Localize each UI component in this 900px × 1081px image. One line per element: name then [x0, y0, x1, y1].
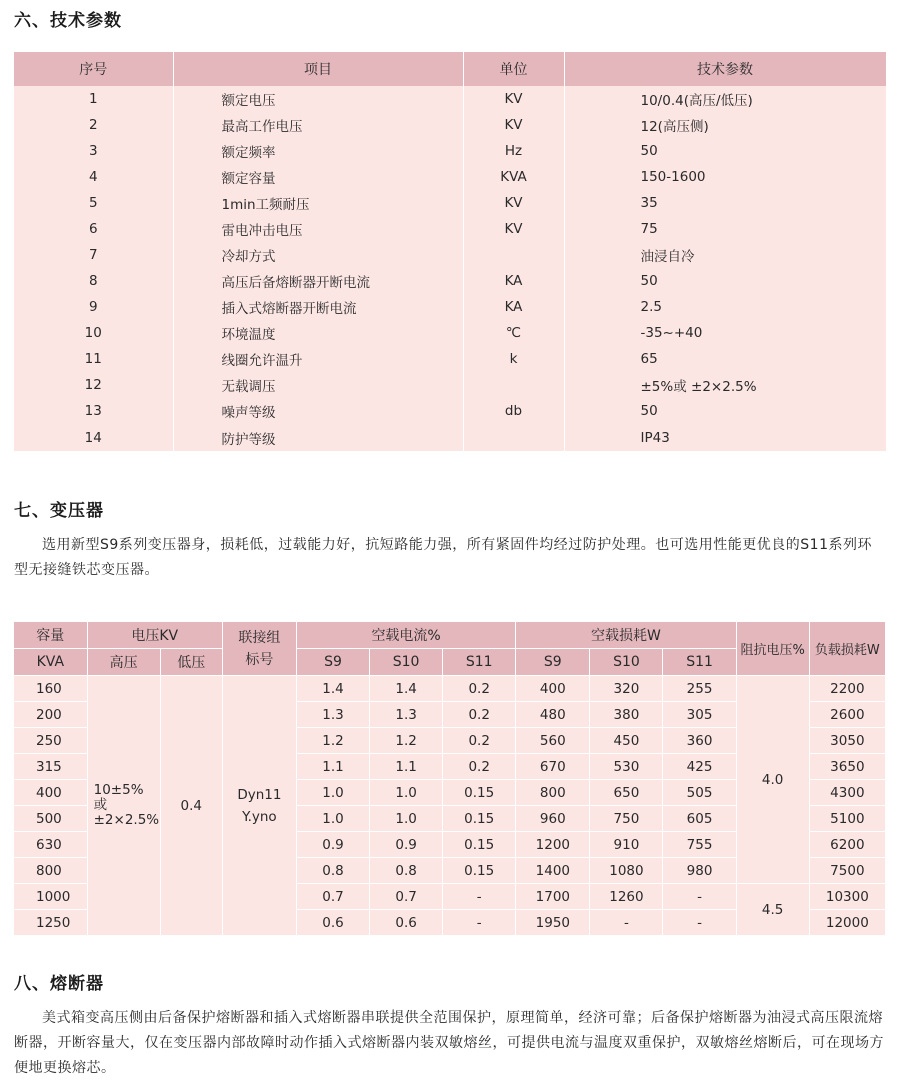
tech-header-row	[14, 52, 886, 86]
cell-current-s11: 0.15	[443, 806, 516, 832]
cell-current-s10: 1.1	[370, 754, 443, 780]
cell-load-loss: 4300	[809, 780, 885, 806]
tech-cell-no: 7	[14, 242, 173, 268]
cell-loss-s10: 1260	[590, 884, 663, 910]
table-row	[14, 320, 886, 346]
cell-current-s11: 0.2	[443, 702, 516, 728]
cell-capacity: 400	[14, 780, 87, 806]
cell-current-s11: 0.2	[443, 728, 516, 754]
cell-current-s11: 0.15	[443, 832, 516, 858]
tech-cell-unit	[463, 372, 564, 398]
tech-header-item: 项目	[173, 52, 463, 86]
connection-line: Y.yno	[242, 808, 277, 825]
tech-cell-value: 50	[564, 268, 886, 294]
cell-current-s10: 0.7	[370, 884, 443, 910]
tech-cell-value: 2.5	[564, 294, 886, 320]
tech-cell-item: 插入式熔断器开断电流	[173, 294, 463, 320]
hv-voltage-line: 10±5%	[93, 782, 144, 798]
cell-loss-s11: 755	[663, 832, 736, 858]
tech-cell-unit: Hz	[463, 138, 564, 164]
section-8-paragraph: 美式箱变高压侧由后备保护熔断器和插入式熔断器串联提供全范围保护，原理简单，经济可靠；后备保护熔断器为油浸式高压限流熔断器，开断容量大，仅在变压器内部故障时动作插入式熔断器内装双敏熔丝，可提供电流与温度双重保护，双敏熔丝熔断后，可在现场方便地更换熔芯。	[14, 1010, 884, 1076]
tech-cell-value: 75	[564, 216, 886, 242]
cell-load-loss: 2600	[809, 702, 885, 728]
cell-lv-voltage: 0.4	[160, 676, 222, 936]
cell-capacity: 200	[14, 702, 87, 728]
cell-loss-s10: 1080	[590, 858, 663, 884]
cell-capacity: 630	[14, 832, 87, 858]
cell-loss-s10: -	[590, 910, 663, 936]
cell-loss-s10: 450	[590, 728, 663, 754]
tech-cell-unit: KV	[463, 190, 564, 216]
tech-cell-value: ±5%或 ±2×2.5%	[564, 372, 886, 398]
tech-cell-item: 高压后备熔断器开断电流	[173, 268, 463, 294]
header-lv: 低压	[160, 649, 222, 676]
table-row	[14, 216, 886, 242]
tech-cell-item: 噪声等级	[173, 398, 463, 424]
cell-loss-s9: 480	[516, 702, 590, 728]
header-current-s10: S10	[370, 649, 443, 676]
hv-voltage-line: 或	[93, 797, 108, 813]
table-row	[14, 190, 886, 216]
cell-loss-s11: 360	[663, 728, 736, 754]
header-noload-loss: 空载损耗W	[516, 622, 736, 649]
cell-impedance-large: 4.5	[736, 884, 809, 936]
cell-load-loss: 12000	[809, 910, 885, 936]
tech-cell-unit: db	[463, 398, 564, 424]
tech-cell-value: 50	[564, 138, 886, 164]
section-7-title: 七、变压器	[14, 501, 104, 521]
tech-cell-item: 雷电冲击电压	[173, 216, 463, 242]
cell-loss-s10: 910	[590, 832, 663, 858]
tech-cell-no: 9	[14, 294, 173, 320]
tech-cell-no: 3	[14, 138, 173, 164]
cell-loss-s10: 530	[590, 754, 663, 780]
cell-loss-s11: 425	[663, 754, 736, 780]
tech-cell-value: 50	[564, 398, 886, 424]
hv-voltage-line: ±2×2.5%	[93, 812, 160, 828]
header-connection-line2: 标号	[245, 651, 274, 668]
tech-cell-unit: KVA	[463, 164, 564, 190]
cell-current-s10: 1.0	[370, 780, 443, 806]
cell-current-s9: 0.6	[296, 910, 369, 936]
cell-load-loss: 10300	[809, 884, 885, 910]
section-7-paragraph: 选用新型S9系列变压器身，损耗低，过载能力好，抗短路能力强，所有紧固件均经过防护处理。也可选用性能更优良的S11系列环型无接缝铁芯变压器。	[14, 537, 872, 578]
header-load-loss: 负载损耗W	[809, 622, 885, 676]
cell-load-loss: 7500	[809, 858, 885, 884]
table-row	[14, 112, 886, 138]
transformer-table	[14, 622, 886, 936]
tech-cell-value: 35	[564, 190, 886, 216]
cell-loss-s9: 800	[516, 780, 590, 806]
cell-loss-s11: 505	[663, 780, 736, 806]
cell-capacity: 1250	[14, 910, 87, 936]
cell-current-s9: 1.0	[296, 806, 369, 832]
table-row	[14, 138, 886, 164]
cell-load-loss: 3050	[809, 728, 885, 754]
tech-cell-unit	[463, 424, 564, 451]
tech-cell-item: 额定频率	[173, 138, 463, 164]
tech-cell-no: 12	[14, 372, 173, 398]
header-capacity: 容量	[14, 622, 87, 649]
tech-cell-item: 最高工作电压	[173, 112, 463, 138]
cell-loss-s11: -	[663, 910, 736, 936]
tech-cell-value: IP43	[564, 424, 886, 451]
cell-loss-s9: 1200	[516, 832, 590, 858]
header-connection	[222, 622, 296, 676]
tech-cell-no: 13	[14, 398, 173, 424]
header-loss-s11: S11	[663, 649, 736, 676]
cell-current-s9: 1.4	[296, 676, 369, 702]
table-row	[14, 242, 886, 268]
tech-cell-item: 防护等级	[173, 424, 463, 451]
tech-cell-value: 油浸自冷	[564, 242, 886, 268]
tech-cell-unit: KV	[463, 216, 564, 242]
section-6-title: 六、技术参数	[14, 11, 122, 31]
header-voltage: 电压KV	[87, 622, 222, 649]
tech-cell-item: 1min工频耐压	[173, 190, 463, 216]
cell-current-s11: 0.2	[443, 676, 516, 702]
tech-cell-value: 10/0.4(高压/低压)	[564, 86, 886, 112]
cell-load-loss: 6200	[809, 832, 885, 858]
header-capacity-unit: KVA	[14, 649, 87, 676]
cell-current-s11: -	[443, 884, 516, 910]
tech-cell-item: 无载调压	[173, 372, 463, 398]
header-impedance: 阻抗电压%	[736, 622, 809, 676]
cell-current-s9: 1.3	[296, 702, 369, 728]
cell-loss-s11: 980	[663, 858, 736, 884]
cell-loss-s11: -	[663, 884, 736, 910]
tech-cell-unit: k	[463, 346, 564, 372]
tech-cell-no: 6	[14, 216, 173, 242]
cell-current-s9: 0.9	[296, 832, 369, 858]
cell-capacity: 1000	[14, 884, 87, 910]
tech-cell-item: 线圈允许温升	[173, 346, 463, 372]
cell-capacity: 800	[14, 858, 87, 884]
header-noload-current: 空载电流%	[296, 622, 515, 649]
cell-connection	[222, 676, 296, 936]
cell-current-s9: 1.1	[296, 754, 369, 780]
tech-cell-value: 150-1600	[564, 164, 886, 190]
tech-cell-item: 环境温度	[173, 320, 463, 346]
tech-header-value: 技术参数	[564, 52, 886, 86]
table-row	[14, 424, 886, 451]
cell-loss-s9: 1400	[516, 858, 590, 884]
cell-current-s11: 0.15	[443, 858, 516, 884]
cell-current-s9: 0.7	[296, 884, 369, 910]
tech-cell-no: 8	[14, 268, 173, 294]
tech-cell-unit	[463, 242, 564, 268]
cell-loss-s10: 320	[590, 676, 663, 702]
header-current-s11: S11	[443, 649, 516, 676]
cell-load-loss: 5100	[809, 806, 885, 832]
cell-current-s11: -	[443, 910, 516, 936]
table-row	[14, 86, 886, 112]
tech-cell-item: 冷却方式	[173, 242, 463, 268]
tech-header-unit: 单位	[463, 52, 564, 86]
table-row	[14, 676, 886, 702]
tech-cell-unit: KA	[463, 294, 564, 320]
table-row	[14, 346, 886, 372]
connection-line: Dyn11	[237, 786, 282, 803]
cell-loss-s10: 650	[590, 780, 663, 806]
tech-cell-unit: ℃	[463, 320, 564, 346]
cell-load-loss: 3650	[809, 754, 885, 780]
header-loss-s10: S10	[590, 649, 663, 676]
cell-current-s10: 0.8	[370, 858, 443, 884]
tech-cell-unit: KA	[463, 268, 564, 294]
cell-loss-s10: 380	[590, 702, 663, 728]
tech-cell-item: 额定容量	[173, 164, 463, 190]
tech-cell-value: 12(高压侧)	[564, 112, 886, 138]
tech-cell-value: -35~+40	[564, 320, 886, 346]
cell-current-s11: 0.15	[443, 780, 516, 806]
table-row	[14, 372, 886, 398]
tech-cell-no: 4	[14, 164, 173, 190]
cell-loss-s9: 1700	[516, 884, 590, 910]
tech-cell-no: 11	[14, 346, 173, 372]
cell-capacity: 500	[14, 806, 87, 832]
tech-cell-no: 10	[14, 320, 173, 346]
table-row	[14, 268, 886, 294]
transformer-header-row-1	[14, 622, 886, 649]
cell-loss-s11: 255	[663, 676, 736, 702]
cell-capacity: 160	[14, 676, 87, 702]
cell-current-s10: 1.0	[370, 806, 443, 832]
tech-params-table	[14, 52, 887, 451]
section-8-title: 八、熔断器	[14, 974, 104, 994]
cell-loss-s11: 605	[663, 806, 736, 832]
cell-loss-s9: 400	[516, 676, 590, 702]
tech-cell-no: 14	[14, 424, 173, 451]
cell-current-s9: 1.2	[296, 728, 369, 754]
cell-current-s10: 0.6	[370, 910, 443, 936]
cell-hv-voltage	[87, 676, 160, 936]
tech-cell-no: 2	[14, 112, 173, 138]
header-current-s9: S9	[296, 649, 369, 676]
cell-loss-s11: 305	[663, 702, 736, 728]
tech-cell-value: 65	[564, 346, 886, 372]
tech-cell-item: 额定电压	[173, 86, 463, 112]
cell-load-loss: 2200	[809, 676, 885, 702]
cell-loss-s9: 560	[516, 728, 590, 754]
cell-loss-s9: 960	[516, 806, 590, 832]
tech-cell-no: 5	[14, 190, 173, 216]
header-connection-line1: 联接组	[238, 629, 281, 646]
tech-cell-unit: KV	[463, 112, 564, 138]
table-row	[14, 294, 886, 320]
cell-current-s9: 0.8	[296, 858, 369, 884]
cell-current-s10: 1.2	[370, 728, 443, 754]
cell-loss-s9: 670	[516, 754, 590, 780]
tech-cell-no: 1	[14, 86, 173, 112]
tech-cell-unit: KV	[463, 86, 564, 112]
header-hv: 高压	[87, 649, 160, 676]
cell-current-s10: 1.3	[370, 702, 443, 728]
header-loss-s9: S9	[516, 649, 590, 676]
cell-loss-s10: 750	[590, 806, 663, 832]
cell-current-s10: 0.9	[370, 832, 443, 858]
tech-header-no: 序号	[14, 52, 173, 86]
table-row	[14, 164, 886, 190]
cell-current-s10: 1.4	[370, 676, 443, 702]
cell-capacity: 250	[14, 728, 87, 754]
table-row	[14, 398, 886, 424]
cell-loss-s9: 1950	[516, 910, 590, 936]
cell-impedance-small: 4.0	[736, 676, 809, 884]
cell-current-s9: 1.0	[296, 780, 369, 806]
cell-capacity: 315	[14, 754, 87, 780]
cell-current-s11: 0.2	[443, 754, 516, 780]
